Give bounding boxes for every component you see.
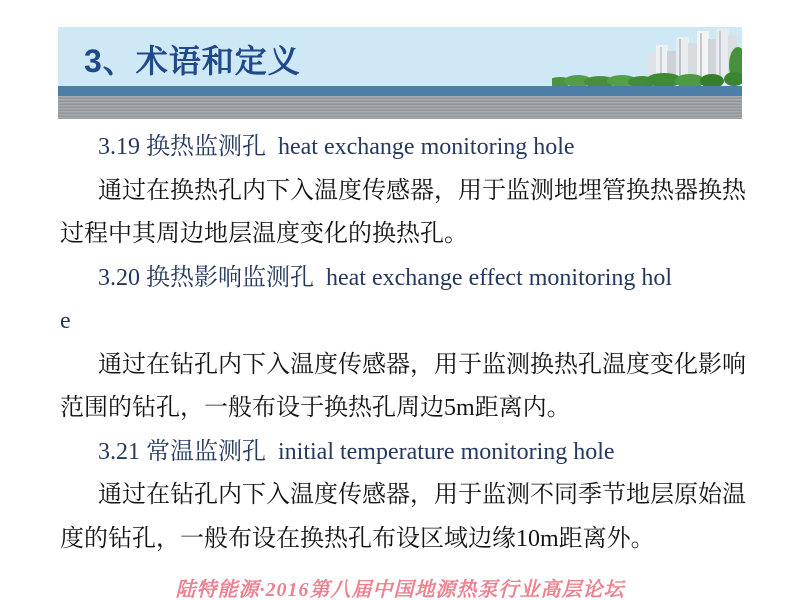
term-heading-wrap-line: e bbox=[60, 308, 71, 334]
term-heading-line: 3.21 常温监测孔 initial temperature monitoring hole bbox=[98, 438, 615, 465]
header-texture-bar bbox=[58, 96, 742, 119]
slide-header bbox=[58, 27, 742, 119]
header-divider-bar bbox=[58, 86, 742, 96]
header-sky-band bbox=[58, 27, 742, 86]
definitions-block bbox=[60, 126, 750, 561]
definition-text-line: 范围的钻孔，一般布设于换热孔周边5m距离内。 bbox=[60, 395, 571, 421]
definition-text-line: 过程中其周边地层温度变化的换热孔。 bbox=[60, 221, 468, 247]
page-title: 3、术语和定义 bbox=[84, 43, 301, 79]
slide-footer-text: 陆特能源·2016第八届中国地源热泵行业高层论坛 bbox=[175, 579, 625, 600]
definition-text-line: 通过在换热孔内下入温度传感器，用于监测地埋管换热器换热 bbox=[98, 177, 746, 204]
definition-text-line: 通过在钻孔内下入温度传感器，用于监测换热孔温度变化影响 bbox=[98, 351, 746, 378]
city-skyline-illustration bbox=[552, 27, 742, 86]
term-heading-line: 3.19 换热监测孔 heat exchange monitoring hole bbox=[98, 134, 575, 160]
term-heading-line: 3.20 换热影响监测孔 heat exchange effect monitoring hol bbox=[98, 264, 673, 291]
definition-text-line: 度的钻孔，一般布设在换热孔布设区域边缘10m距离外。 bbox=[60, 525, 655, 552]
definition-text-line: 通过在钻孔内下入温度传感器，用于监测不同季节地层原始温 bbox=[98, 482, 746, 508]
